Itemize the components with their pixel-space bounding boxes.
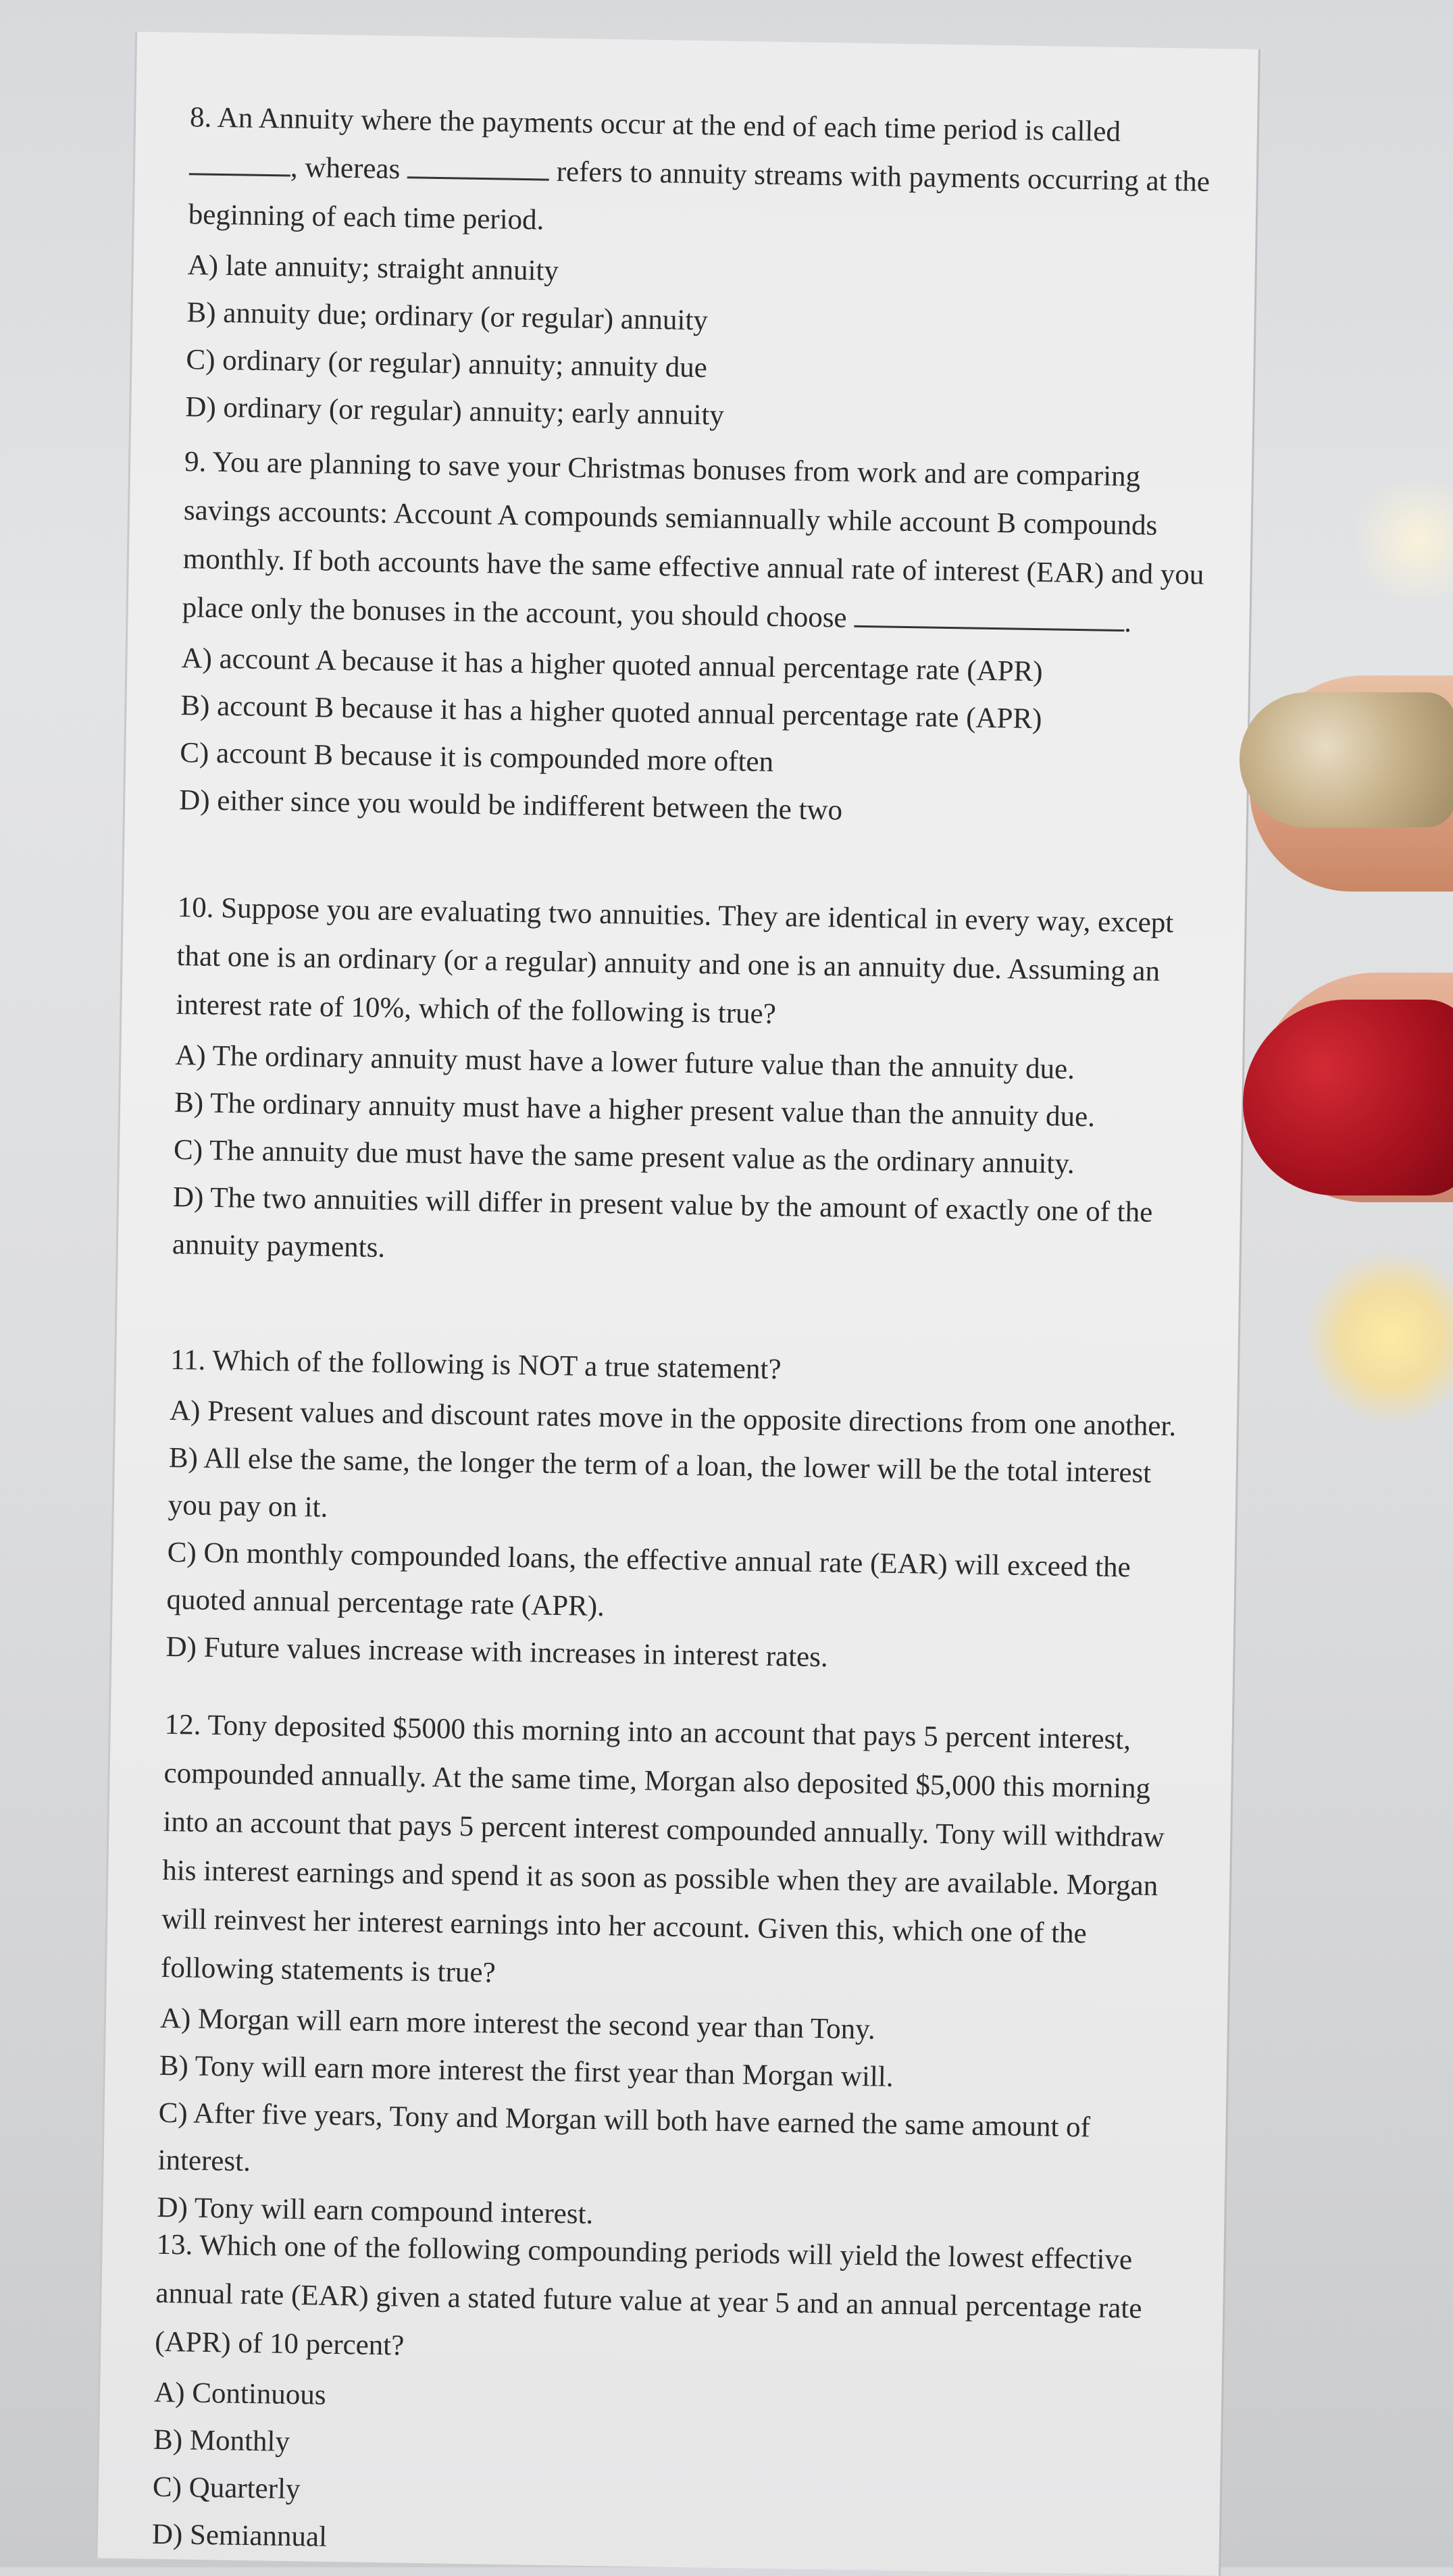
gold-fingernail <box>1240 692 1453 827</box>
question-text <box>182 438 1211 648</box>
question-10 <box>172 883 1204 1285</box>
answer-option: B) account B because it has a higher quoted annual percentage rate (APR) <box>180 690 1042 736</box>
light-glare <box>1304 1250 1453 1425</box>
question-prompt: refers to annuity streams with payments occurring at the beginning of each time period. <box>188 155 1210 236</box>
answer-blank <box>407 152 550 180</box>
question-text <box>176 883 1204 1046</box>
answer-option: D) ordinary (or regular) annuity; early annuity <box>185 391 725 432</box>
answer-option: C) account B because it is compounded more often <box>179 737 774 778</box>
answer-option: A) Morgan will earn more interest the second year than Tony. <box>159 2002 876 2046</box>
answer-option: C) After five years, Tony and Morgan will both have earned the same amount of interest. <box>157 2096 1091 2178</box>
answer-option: D) either since you would be indifferent between the two <box>178 784 843 827</box>
answer-option: B) The ordinary annuity must have a higher present value than the annuity due. <box>174 1087 1096 1133</box>
question-number: 9. <box>184 446 207 478</box>
answer-option: D) Semiannual <box>151 2518 328 2553</box>
question-prompt: Suppose you are evaluating two annuities. They are identical in every way, except that one is an ordinary (or a regular) annuity and one is an annuity due. Assuming an interest rate of 10%, which of the following is true? <box>176 892 1174 1030</box>
worksheet-page <box>95 32 1260 2576</box>
answer-option: A) Present values and discount rates move in the opposite directions from one another. <box>169 1394 1177 1443</box>
answer-option: B) All else the same, the longer the term of a loan, the lower will be the total interest you pay on it. <box>168 1441 1152 1524</box>
question-9 <box>179 438 1212 840</box>
answer-option: B) Tony will earn more interest the first year than Morgan will. <box>159 2049 894 2093</box>
answer-option: A) late annuity; straight annuity <box>187 249 559 287</box>
question-number: 12. <box>164 1708 201 1741</box>
question-number: 11. <box>170 1343 206 1376</box>
question-prompt: , whereas <box>290 151 401 186</box>
question-prompt: Which one of the following compounding periods will yield the lowest effective annual rate (EAR) given a stated future value at year 5 and an annual percentage rate (APR) of 10 percent? <box>155 2229 1142 2362</box>
question-number: 8. <box>189 101 212 134</box>
answer-option: D) Tony will earn compound interest. <box>157 2191 594 2230</box>
question-prompt: . <box>1123 607 1132 639</box>
question-text <box>188 93 1217 255</box>
question-8 <box>185 93 1217 447</box>
answer-blank <box>189 149 291 176</box>
answer-option: A) Continuous <box>153 2376 326 2411</box>
question-text <box>161 1701 1192 2009</box>
answer-option: B) annuity due; ordinary (or regular) annuity <box>186 297 709 337</box>
answer-option: C) The annuity due must have the same present value as the ordinary annuity. <box>173 1134 1075 1180</box>
question-11 <box>165 1336 1198 1687</box>
answer-option: D) Future values increase with increases in interest rates. <box>165 1630 829 1674</box>
answer-blank <box>854 601 1125 632</box>
answer-option: B) Monthly <box>153 2423 290 2458</box>
question-number: 13. <box>156 2228 193 2261</box>
answer-option: C) ordinary (or regular) annuity; annuity due <box>186 344 708 384</box>
question-13 <box>151 2221 1183 2575</box>
question-prompt: You are planning to save your Christmas bonuses from work and are comparing savings accounts: Account A compounds semiannually while account B compounds monthly. If both accounts have the same effective annual rate of interest (EAR) and you place only the bonuses in the account, you should choose <box>182 446 1204 634</box>
question-12 <box>157 1701 1192 2248</box>
question-prompt: An Annuity where the payments occur at the end of each time period is called <box>217 101 1121 148</box>
question-text <box>155 2221 1183 2383</box>
red-fingernail <box>1243 1000 1453 1195</box>
answer-option: D) The two annuities will differ in present value by the amount of exactly one of the annuity payments. <box>172 1181 1153 1264</box>
answer-option: C) On monthly compounded loans, the effective annual rate (EAR) will exceed the quoted annual percentage rate (APR). <box>166 1536 1131 1623</box>
question-number: 10. <box>177 892 214 924</box>
question-prompt: Tony deposited $5000 this morning into an account that pays 5 percent interest, compounded annually. At the same time, Morgan also deposited $5,000 this morning into an account that pays 5 percent interest compounded annually. Tony will withdraw his interest earnings and spend it as soon as possible when they are available. Morgan will reinvest her interest earnings into her account. Given this, which one of the following statements is true? <box>160 1709 1165 1989</box>
answer-option: A) account A because it has a higher quoted annual percentage rate (APR) <box>181 642 1043 688</box>
answer-option: C) Quarterly <box>152 2471 301 2506</box>
question-prompt: Which of the following is NOT a true statement? <box>211 1344 782 1386</box>
answer-option: A) The ordinary annuity must have a lower future value than the annuity due. <box>174 1039 1075 1085</box>
light-glare <box>1351 473 1453 608</box>
